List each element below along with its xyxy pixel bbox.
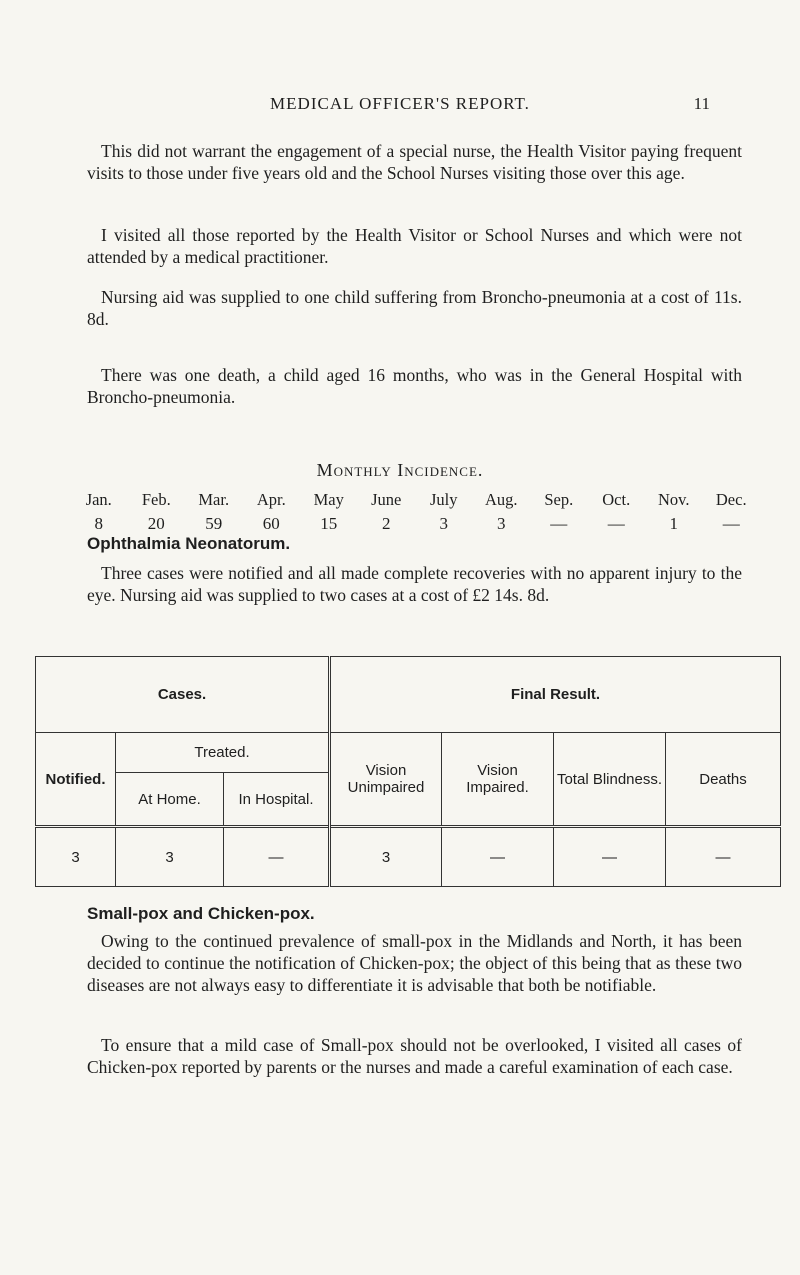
cell-deaths: —: [666, 827, 781, 887]
paragraph-nursing-aid: Nursing aid was supplied to one child suffering from Broncho-pneumonia at a cost of 11s. 8d.: [87, 287, 742, 329]
month-label: Sep.: [544, 490, 574, 509]
cell-vision-unimpaired: 3: [330, 827, 442, 887]
month-value: 59: [205, 514, 223, 533]
header-total-blindness: Total Blindness.: [554, 733, 666, 827]
month-value: 2: [382, 514, 391, 533]
header-in-hospital: In Hospital.: [224, 773, 330, 827]
header-vision-unimpaired: Vision Unimpaired: [330, 733, 442, 827]
month-value: —: [607, 514, 625, 533]
month-label: Apr.: [256, 490, 286, 509]
month-labels-row: [70, 490, 760, 514]
header-at-home: At Home.: [116, 773, 224, 827]
page-header: [0, 92, 800, 122]
table-row: [36, 827, 781, 887]
header-final-result: Final Result.: [330, 657, 781, 733]
month-label: Mar.: [198, 490, 230, 509]
month-value: 1: [669, 514, 678, 533]
smallpox-heading: Small-pox and Chicken-pox.: [87, 904, 315, 923]
cell-in-hospital: —: [224, 827, 330, 887]
month-value: 60: [262, 514, 280, 533]
month-value: 3: [439, 514, 448, 533]
month-value: 15: [320, 514, 338, 533]
paragraph-nurse-engagement: This did not warrant the engagement of a special nurse, the Health Visitor paying frequent visits to those under five years old and the School Nurses visiting those over this age.: [87, 141, 742, 183]
paragraph-visits: I visited all those reported by the Health Visitor or School Nurses and which were not attended by a medical practitioner.: [87, 225, 742, 267]
month-value: 8: [94, 514, 103, 533]
cell-at-home: 3: [116, 827, 224, 887]
month-label: May: [313, 490, 344, 509]
paragraph-smallpox-visits: To ensure that a mild case of Small-pox should not be overlooked, I visited all cases of Chicken-pox reported by parents or the nurses and made a careful examination of each case.: [87, 1035, 742, 1077]
month-value: 3: [497, 514, 506, 533]
page-title: MEDICAL OFFICER'S REPORT.: [270, 94, 530, 113]
cell-notified: 3: [36, 827, 116, 887]
cell-total-blindness: —: [554, 827, 666, 887]
header-vision-impaired: Vision Impaired.: [442, 733, 554, 827]
cell-vision-impaired: —: [442, 827, 554, 887]
header-deaths: Deaths: [666, 733, 781, 827]
month-label: July: [429, 490, 458, 509]
paragraph-death: There was one death, a child aged 16 months, who was in the General Hospital with Broncho-pneumonia.: [87, 365, 742, 407]
header-treated: Treated.: [116, 733, 330, 773]
month-value: —: [550, 514, 568, 533]
month-label: Aug.: [484, 490, 518, 509]
month-label: Dec.: [715, 490, 747, 509]
month-label: Feb.: [141, 490, 171, 509]
month-label: June: [371, 490, 402, 509]
month-label: Oct.: [602, 490, 631, 509]
month-value: 20: [147, 514, 165, 533]
month-value: —: [722, 514, 740, 533]
monthly-incidence-title: Monthly Incidence.: [316, 460, 484, 480]
ophthalmia-results-table: [35, 656, 781, 887]
ophthalmia-heading: Ophthalmia Neonatorum.: [87, 534, 291, 553]
paragraph-smallpox-notification: Owing to the continued prevalence of small-pox in the Midlands and North, it has been decided to continue the notification of Chicken-pox; the object of this being that as these two diseases are not always easy to differentiate it is advisable that both be notifiable.: [87, 931, 742, 995]
header-cases: Cases.: [36, 657, 330, 733]
month-label: Nov.: [658, 490, 690, 509]
month-label: Jan.: [85, 490, 112, 509]
paragraph-ophthalmia: Three cases were notified and all made complete recoveries with no apparent injury to the eye. Nursing aid was supplied to two cases at a cost of £2 14s. 8d.: [87, 563, 742, 605]
header-notified: Notified.: [36, 733, 116, 827]
page-number: 11: [693, 94, 710, 113]
